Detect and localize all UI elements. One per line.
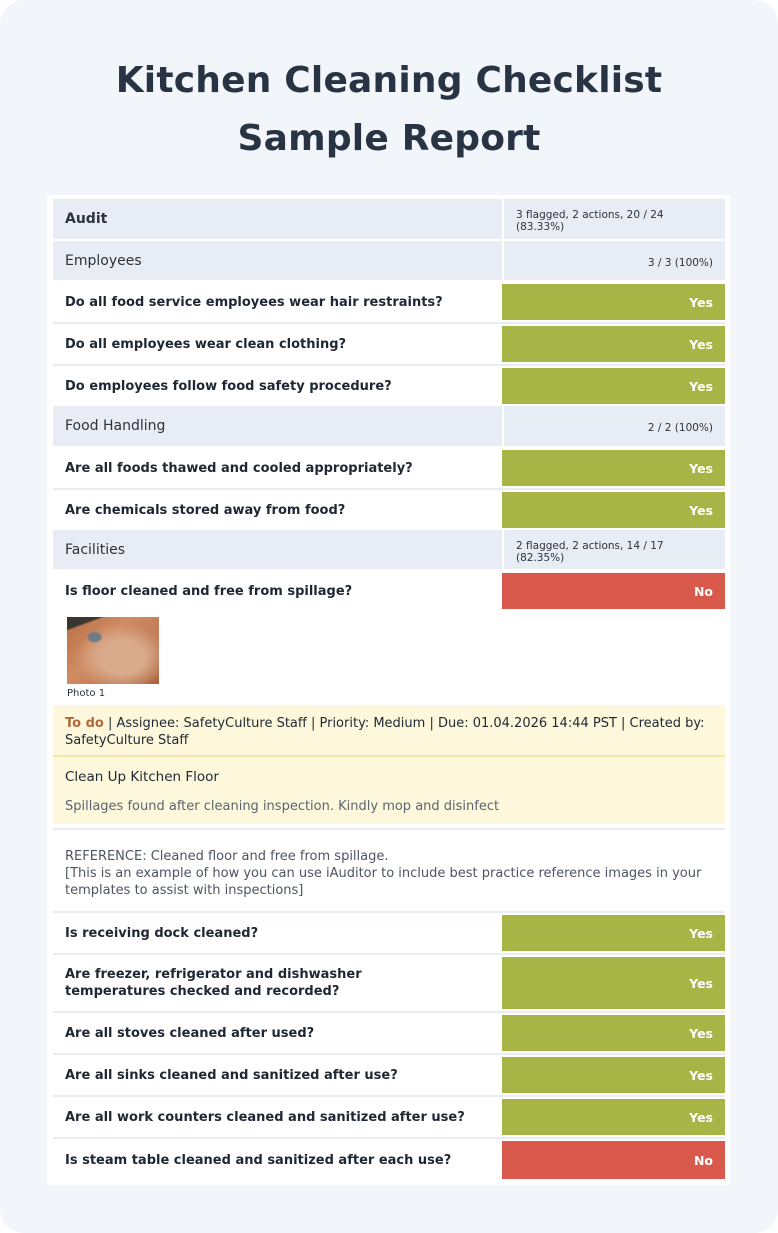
answer-yes: Yes (502, 957, 725, 1009)
answer-yes: Yes (502, 326, 725, 362)
question-text: Is floor cleaned and free from spillage? (65, 583, 353, 599)
answer-no: No (502, 1141, 725, 1179)
answer-yes: Yes (502, 1057, 725, 1093)
photo-attachment (53, 611, 725, 705)
question-text: Do all employees wear clean clothing? (65, 336, 347, 352)
answer-yes: Yes (502, 368, 725, 404)
question-row (53, 366, 725, 406)
page-title (0, 52, 778, 168)
question-text: Are all stoves cleaned after used? (65, 1025, 315, 1041)
section-label: Food Handling (65, 418, 166, 434)
action-meta (53, 705, 725, 757)
section-score: 3 / 3 (100%) (502, 241, 725, 280)
action-title: Clean Up Kitchen Floor (65, 769, 219, 785)
action-status: To do (65, 716, 104, 731)
question-row-flagged (53, 1139, 725, 1181)
title-line-1: Kitchen Cleaning Checklist (115, 60, 663, 101)
answer-yes: Yes (502, 284, 725, 320)
answer-no: No (502, 573, 725, 609)
answer-yes: Yes (502, 1099, 725, 1135)
question-row (53, 913, 725, 955)
question-row-flagged (53, 571, 725, 611)
question-row (53, 490, 725, 530)
question-row (53, 324, 725, 366)
question-text: Are all sinks cleaned and sanitized after use? (65, 1067, 398, 1083)
action-description: Spillages found after cleaning inspection. Kindly mop and disinfect (65, 799, 500, 814)
question-text: Are freezer, refrigerator and dishwasher temperatures checked and recorded? (65, 967, 362, 999)
section-score: 2 flagged, 2 actions, 14 / 17 (82.35%) (502, 530, 725, 569)
question-text: Is steam table cleaned and sanitized after each use? (65, 1152, 452, 1168)
reference-line-2: [This is an example of how you can use iAuditor to include best practice reference images in your templates to assist with inspections] (65, 866, 702, 898)
question-row (53, 955, 725, 1013)
floor-photo-icon[interactable] (67, 617, 159, 684)
section-header-employees (53, 241, 725, 280)
question-row (53, 1097, 725, 1139)
question-text: Do all food service employees wear hair restraints? (65, 294, 443, 310)
section-header-food-handling (53, 406, 725, 446)
question-text: Is receiving dock cleaned? (65, 925, 259, 941)
title-line-2: Sample Report (237, 118, 541, 159)
section-header-facilities (53, 530, 725, 569)
section-score: 2 / 2 (100%) (502, 406, 725, 446)
report-card (47, 195, 730, 1185)
question-text: Are all work counters cleaned and sanitized after use? (65, 1109, 465, 1125)
answer-yes: Yes (502, 915, 725, 951)
action-item[interactable] (53, 705, 725, 824)
question-row (53, 1013, 725, 1055)
question-row (53, 1055, 725, 1097)
question-text: Are chemicals stored away from food? (65, 502, 346, 518)
reference-note (53, 828, 725, 913)
photo-label: Photo 1 (67, 688, 106, 699)
audit-score: 3 flagged, 2 actions, 20 / 24 (83.33%) (502, 199, 725, 239)
audit-header (53, 199, 725, 239)
action-details: | Assignee: SafetyCulture Staff | Priority: Medium | Due: 01.04.2026 14:44 PST | Created by: SafetyCulture Staff (65, 716, 705, 748)
answer-yes: Yes (502, 1015, 725, 1051)
reference-line-1: REFERENCE: Cleaned floor and free from spillage. (65, 849, 389, 864)
section-label: Facilities (65, 541, 125, 558)
question-row (53, 282, 725, 324)
audit-label: Audit (65, 211, 108, 227)
section-label: Employees (65, 252, 142, 269)
question-text: Are all foods thawed and cooled appropriately? (65, 460, 413, 476)
answer-yes: Yes (502, 450, 725, 486)
question-text: Do employees follow food safety procedure? (65, 378, 392, 394)
answer-yes: Yes (502, 492, 725, 528)
question-row (53, 448, 725, 490)
